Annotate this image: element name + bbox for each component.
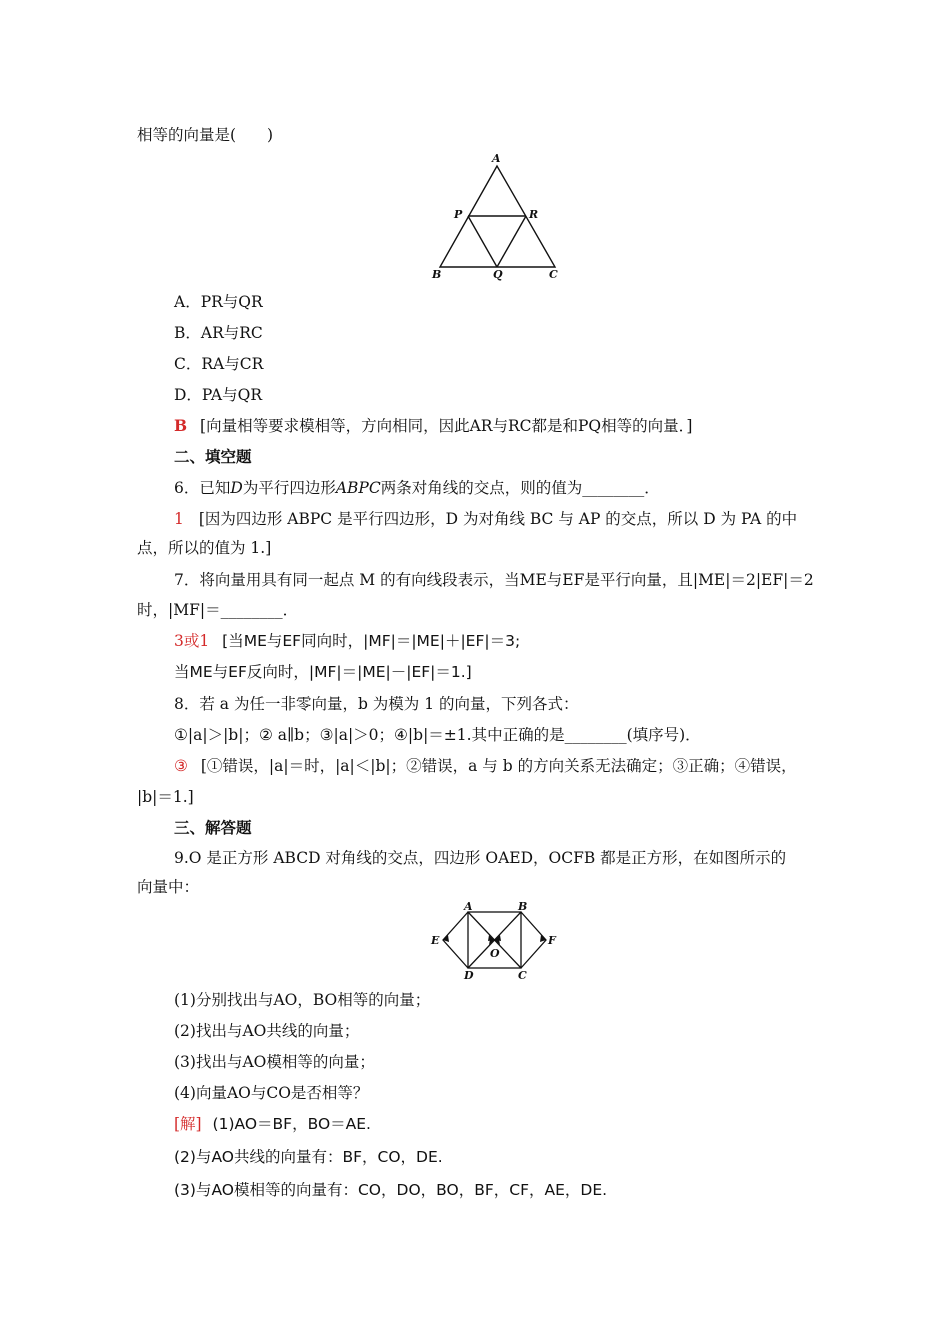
q7-answer-line2: 当ME与EF反向时，|MF|＝|ME|－|EF|＝1.] — [174, 663, 472, 681]
fig1-label-q: Q — [493, 268, 503, 281]
q7-stem-line2: 时，|MF|＝________． — [137, 601, 299, 619]
q5-option-c: C．RA与CR — [174, 355, 264, 373]
q6-stem-part: 两条对角线的交点，则的值为________． — [380, 479, 660, 497]
q6-var-abpc: ABPC — [335, 479, 381, 497]
q6-stem — [174, 478, 660, 498]
q9-stem-line2: 向量中： — [137, 878, 200, 896]
q9-sub2: (2)找出与AO共线的向量； — [174, 1022, 360, 1040]
q9-sub3: (3)找出与AO模相等的向量； — [174, 1053, 375, 1071]
q9-solution-line3: (3)与AO模相等的向量有：CO，DO，BO，BF，CF，AE，DE. — [174, 1181, 608, 1199]
fig2-label-f: F — [548, 934, 556, 947]
q8-answer-line1 — [174, 756, 797, 776]
q6-stem-part: 为平行四边形 — [242, 479, 336, 497]
q9-solution-tag: [解] — [174, 1115, 202, 1133]
q9-solution-line2: (2)与AO共线的向量有：BF，CO，DE. — [174, 1148, 443, 1166]
q7-answer-line1 — [174, 631, 520, 651]
fig2-label-c: C — [518, 969, 527, 982]
fig1-label-p: P — [454, 208, 463, 221]
q6-var-d: D — [230, 479, 243, 497]
q7-stem-line1: 7．将向量用具有同一起点 M 的有向线段表示，当ME与EF是平行向量，且|ME|＝2|EF|＝2 — [174, 571, 814, 589]
square-figure — [428, 900, 564, 982]
q7-answer-value: 3或1 — [174, 632, 210, 650]
q8-stem-line2: ①|a|＞|b|；② a∥b；③|a|＞0；④|b|＝±1.其中正确的是________(填序号)． — [174, 726, 701, 744]
q5-option-d: D．PA与QR — [174, 386, 263, 404]
fig1-label-r: R — [529, 208, 539, 221]
section-heading-fill-in: 二、填空题 — [174, 447, 252, 466]
q8-stem-line1: 8．若 a 为任一非零向量，b 为模为 1 的向量，下列各式： — [174, 695, 579, 713]
fig2-label-d: D — [464, 969, 474, 982]
q6-answer-line1 — [174, 509, 797, 529]
fig1-label-a: A — [492, 152, 501, 165]
q5-answer-text: [向量相等要求模相等，方向相同，因此AR与RC都是和PQ相等的向量．] — [200, 417, 693, 435]
q5-answer-letter: B — [174, 416, 188, 435]
q9-solution-text: (1)AO＝BF，BO＝AE. — [212, 1115, 371, 1133]
q6-answer-value: 1 — [174, 510, 184, 528]
q5-stem: 相等的向量是( ) — [137, 126, 274, 144]
q8-answer-value: ③ — [174, 757, 188, 775]
fig1-label-c: C — [549, 268, 558, 281]
fig1-label-b: B — [432, 268, 442, 281]
fig2-label-o: O — [490, 947, 500, 960]
q9-sub1: (1)分别找出与AO，BO相等的向量； — [174, 991, 431, 1009]
q9-stem-line1: 9.O 是正方形 ABCD 对角线的交点，四边形 OAED，OCFB 都是正方形，在如图所示的 — [174, 849, 787, 867]
q6-stem-part: 6．已知 — [174, 479, 231, 497]
q6-answer-text: [因为四边形 ABPC 是平行四边形，D 为对角线 BC 与 AP 的交点，所以 D 为 PA 的中 — [198, 510, 798, 528]
fig2-label-a: A — [464, 900, 473, 913]
q5-option-b: B．AR与RC — [174, 324, 263, 342]
q5-option-a: A．PR与QR — [174, 293, 263, 311]
q7-answer-text: [当ME与EF同向时，|MF|＝|ME|＋|EF|＝3; — [222, 632, 521, 650]
section-heading-solve: 三、解答题 — [174, 818, 252, 837]
triangle-figure — [425, 150, 565, 282]
q8-answer-text: [①错误，|a|＝时，|a|＜|b|；②错误，a 与 b 的方向关系无法确定；③正确；④错误， — [200, 757, 797, 775]
q5-answer — [174, 416, 692, 436]
q9-sub4: (4)向量AO与CO是否相等？ — [174, 1084, 369, 1102]
q8-answer-line2: |b|＝1.] — [137, 788, 194, 806]
q9-solution-line1 — [174, 1114, 371, 1134]
fig2-label-e: E — [431, 934, 440, 947]
q6-answer-line2: 点，所以的值为 1.] — [137, 539, 272, 557]
fig2-label-b: B — [518, 900, 528, 913]
